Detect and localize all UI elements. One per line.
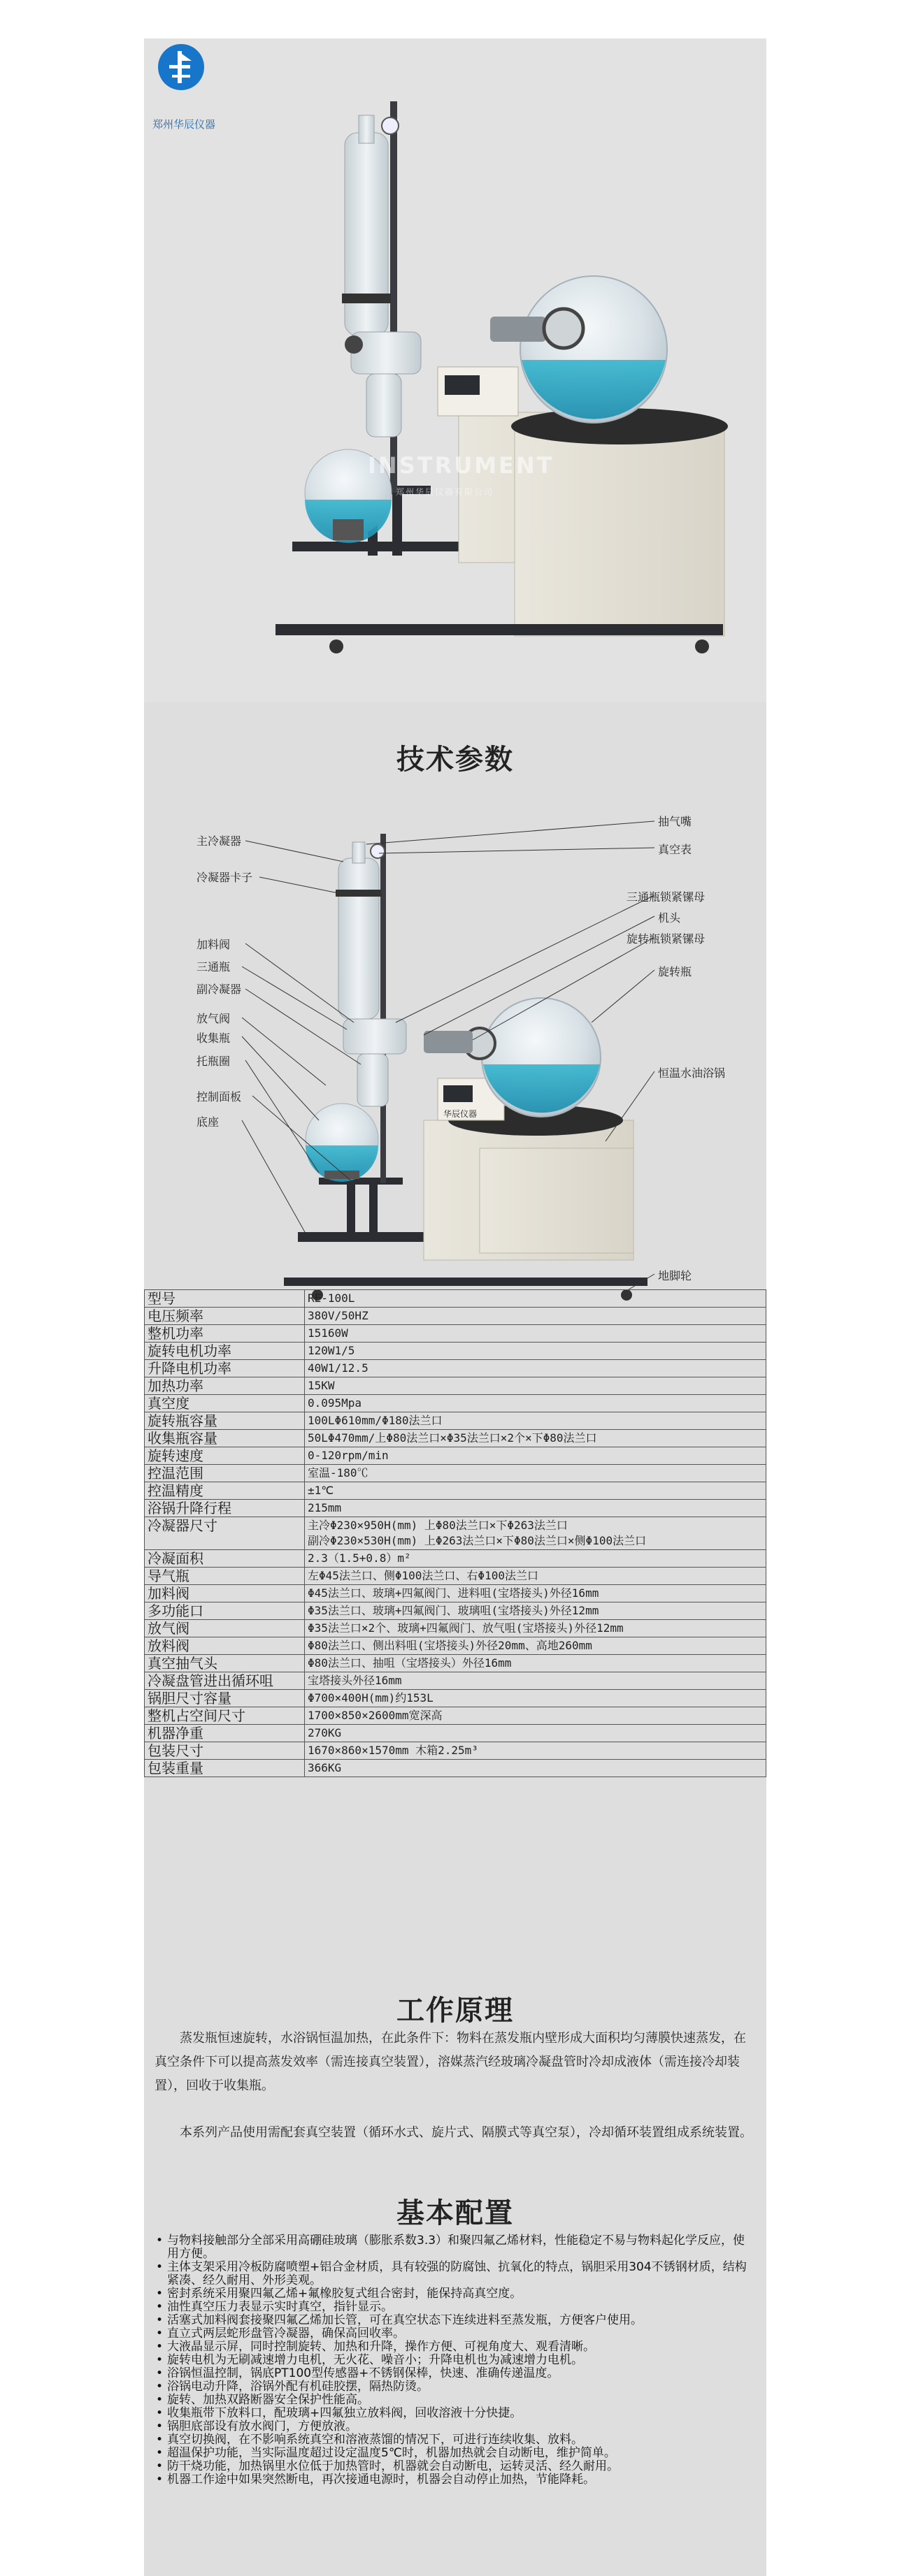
- spec-value: 380V/50HZ: [305, 1308, 766, 1325]
- spec-row: [145, 1308, 766, 1325]
- spec-row: [145, 1672, 766, 1690]
- config-list: [155, 2234, 756, 2487]
- spec-value: 1670×860×1570mm 木箱2.25m³: [305, 1742, 766, 1760]
- section-title-principle: 工作原理: [396, 1995, 514, 2027]
- spec-row: [145, 1482, 766, 1500]
- spec-key: 加热功率: [145, 1377, 305, 1395]
- spec-key: 包装尺寸: [145, 1742, 305, 1760]
- spec-key: 包装重量: [145, 1760, 305, 1777]
- spec-value: 100LΦ610mm/Φ180法兰口: [305, 1412, 766, 1430]
- spec-row: [145, 1430, 766, 1447]
- panel-brand: 华辰仪器: [443, 1109, 478, 1119]
- component-diagram: [144, 813, 766, 1323]
- label-vent-valve: 放气阀: [196, 1012, 231, 1025]
- spec-key: 冷凝面积: [145, 1550, 305, 1568]
- spec-value: Φ80法兰口、侧出料咀(宝塔接头)外径20mm、高地260mm: [305, 1637, 766, 1655]
- label-main-condenser: 主冷凝器: [196, 834, 242, 848]
- spec-key: 整机占空间尺寸: [145, 1707, 305, 1725]
- logo-text: 郑州华辰仪器: [152, 118, 216, 131]
- spec-value: Φ80法兰口、抽咀（宝塔接头）外径16mm: [305, 1655, 766, 1672]
- spec-key: 升降电机功率: [145, 1360, 305, 1377]
- config-item: • 密封系统采用聚四氟乙烯+氟橡胶复式组合密封，能保持高真空度。: [155, 2287, 756, 2301]
- spec-key: 导气瓶: [145, 1568, 305, 1585]
- spec-row: [145, 1725, 766, 1742]
- spec-row: [145, 1690, 766, 1707]
- spec-row: [145, 1568, 766, 1585]
- section-title-tech: 技术参数: [396, 744, 514, 776]
- spec-row: [145, 1412, 766, 1430]
- spec-row: [145, 1620, 766, 1637]
- spec-value: Φ700×400H(mm)约153L: [305, 1690, 766, 1707]
- spec-value: Φ35法兰口、玻璃+四氟阀门、玻璃咀(宝塔接头)外径12mm: [305, 1602, 766, 1620]
- spec-row: [145, 1655, 766, 1672]
- spec-row: [145, 1500, 766, 1517]
- spec-value: 366KG: [305, 1760, 766, 1777]
- spec-row: [145, 1742, 766, 1760]
- label-three-way-flask: 三通瓶: [196, 960, 231, 974]
- spec-row: [145, 1447, 766, 1465]
- spec-key: 真空度: [145, 1395, 305, 1412]
- label-base: 底座: [196, 1115, 220, 1129]
- spec-row: [145, 1395, 766, 1412]
- label-secondary-condenser: 副冷凝器: [196, 983, 242, 996]
- spec-key: 浴锅升降行程: [145, 1500, 305, 1517]
- spec-key: 真空抽气头: [145, 1655, 305, 1672]
- spec-value: Φ45法兰口、玻璃+四氟阀门、进料咀(宝塔接头)外径16mm: [305, 1585, 766, 1602]
- config-item: • 主体支架采用冷板防腐喷塑+铝合金材质，具有较强的防腐蚀、抗氧化的特点，锅胆采用304不锈钢材质，结构紧凑、经久耐用、外形美观。: [155, 2261, 756, 2287]
- spec-row: [145, 1602, 766, 1620]
- config-item: • 油性真空压力表显示实时真空，指针显示。: [155, 2301, 756, 2314]
- spec-value: 15KW: [305, 1377, 766, 1395]
- spec-row: [145, 1377, 766, 1395]
- config-item: • 直立式两层蛇形盘管冷凝器，确保高回收率。: [155, 2327, 756, 2340]
- spec-value: 0-120rpm/min: [305, 1447, 766, 1465]
- spec-value: 215mm: [305, 1500, 766, 1517]
- spec-row: [145, 1343, 766, 1360]
- spec-value: RE-100L: [305, 1290, 766, 1308]
- spec-row: [145, 1290, 766, 1308]
- label-vacuum-gauge: 真空表: [658, 843, 692, 856]
- spec-row: [145, 1465, 766, 1482]
- section-title-config: 基本配置: [396, 2197, 514, 2229]
- label-condenser-clamp: 冷凝器卡子: [196, 871, 253, 884]
- spec-value: 主冷Φ230×950H(mm) 上Φ80法兰口×下Φ263法兰口 副冷Φ230×530H(mm) 上Φ263法兰口×下Φ80法兰口×侧Φ100法兰口: [305, 1517, 766, 1550]
- config-item: • 防干烧功能，加热锅里水位低于加热管时，机器就会自动断电，运转灵活、经久耐用。: [155, 2460, 756, 2473]
- label-feed-valve: 加料阀: [196, 938, 231, 951]
- spec-value: ±1℃: [305, 1482, 766, 1500]
- config-item: • 机器工作途中如果突然断电，再次接通电源时，机器会自动停止加热，节能降耗。: [155, 2473, 756, 2487]
- spec-key: 旋转电机功率: [145, 1343, 305, 1360]
- spec-key: 放料阀: [145, 1637, 305, 1655]
- spec-key: 控温范围: [145, 1465, 305, 1482]
- spec-key: 收集瓶容量: [145, 1430, 305, 1447]
- spec-row: [145, 1585, 766, 1602]
- spec-value: 40W1/12.5: [305, 1360, 766, 1377]
- config-item: • 旋转、加热双路断器安全保护性能高。: [155, 2394, 756, 2407]
- spec-value: 左Φ45法兰口、侧Φ100法兰口、右Φ100法兰口: [305, 1568, 766, 1585]
- config-item: • 真空切换阀，在不影响系统真空和溶液蒸馏的情况下，可进行连续收集、放料。: [155, 2433, 756, 2447]
- config-item: • 浴锅恒温控制，锅底PT100型传感器+不锈钢保棒，快速、准确传递温度。: [155, 2367, 756, 2380]
- label-collection-flask: 收集瓶: [196, 1032, 231, 1045]
- config-item: • 旋转电机为无刷减速增力电机，无火花、噪音小；升降电机也为减速增力电机。: [155, 2354, 756, 2367]
- spec-key: 加料阀: [145, 1585, 305, 1602]
- spec-key: 多功能口: [145, 1602, 305, 1620]
- label-flask-ring: 托瓶圈: [196, 1055, 231, 1068]
- principle-paragraph-1: 蒸发瓶恒速旋转，水浴锅恒温加热，在此条件下：物料在蒸发瓶内壁形成大面积均匀薄膜快速蒸发，在真空条件下可以提高蒸发效率（需连接真空装置），溶媒蒸汽经玻璃冷凝盘管时冷却成液体（需连接冷却装置），回收于收集瓶。: [155, 2031, 746, 2093]
- label-three-way-nut: 三通瓶锁紧镙母: [627, 890, 706, 904]
- config-item: • 大液晶显示屏，同时控制旋转、加热和升降，操作方便、可视角度大、观看清晰。: [155, 2340, 756, 2354]
- spec-key: 型号: [145, 1290, 305, 1308]
- spec-value: 270KG: [305, 1725, 766, 1742]
- spec-key: 控温精度: [145, 1482, 305, 1500]
- config-item: • 浴锅电动升降，浴锅外配有机硅胶摆，隔热防烫。: [155, 2380, 756, 2394]
- spec-value: 120W1/5: [305, 1343, 766, 1360]
- config-item: • 锅胆底部设有放水阀门，方便放液。: [155, 2420, 756, 2433]
- spec-row: [145, 1325, 766, 1343]
- label-rotary-nut: 旋转瓶锁紧镙母: [627, 932, 706, 946]
- watermark: INSTRUMENT: [368, 452, 554, 479]
- label-control-panel: 控制面板: [196, 1090, 242, 1104]
- label-machine-head: 机头: [658, 911, 681, 925]
- spec-key: 锅胆尺寸容量: [145, 1690, 305, 1707]
- principle-paragraph-2: 本系列产品使用需配套真空装置（循环水式、旋片式、隔膜式等真空泵），冷却循环装置组成系统装置。: [180, 2125, 752, 2140]
- config-item: • 超温保护功能，当实际温度超过设定温度5℃时，机器加热就会自动断电，维护简单。: [155, 2447, 756, 2460]
- spec-row: [145, 1517, 766, 1550]
- spec-table: [144, 1289, 766, 1777]
- spec-value: Φ35法兰口×2个、玻璃+四氟阀门、放气咀(宝塔接头)外径12mm: [305, 1620, 766, 1637]
- spec-key: 电压频率: [145, 1308, 305, 1325]
- watermark-sub: 郑州华辰仪器有限公司: [396, 487, 494, 497]
- config-item: • 与物料接触部分全部采用高硼硅玻璃（膨胀系数3.3）和聚四氟乙烯材料，性能稳定不易与物料起化学反应，使用方便。: [155, 2234, 756, 2261]
- product-sheet: [144, 38, 766, 2576]
- spec-value: 室温-180℃: [305, 1465, 766, 1482]
- config-item: • 收集瓶带下放料口，配玻璃+四氟独立放料阀，回收溶液十分快捷。: [155, 2407, 756, 2420]
- label-rotary-flask: 旋转瓶: [658, 965, 692, 978]
- spec-key: 冷凝器尺寸: [145, 1517, 305, 1550]
- product-photo: [144, 38, 766, 702]
- spec-key: 整机功率: [145, 1325, 305, 1343]
- spec-key: 冷凝盘管进出循环咀: [145, 1672, 305, 1690]
- spec-key: 放气阀: [145, 1620, 305, 1637]
- spec-value: 15160W: [305, 1325, 766, 1343]
- label-bath: 恒温水油浴锅: [658, 1066, 726, 1080]
- label-caster: 地脚轮: [658, 1269, 692, 1282]
- spec-row: [145, 1760, 766, 1777]
- spec-row: [145, 1637, 766, 1655]
- rotary-evaporator-illustration: [144, 38, 766, 702]
- label-vacuum-nozzle: 抽气嘴: [658, 815, 692, 828]
- spec-value: 宝塔接头外径16mm: [305, 1672, 766, 1690]
- spec-value: 2.3（1.5+0.8）m²: [305, 1550, 766, 1568]
- spec-row: [145, 1707, 766, 1725]
- config-item: • 活塞式加料阀套接聚四氟乙烯加长管，可在真空状态下连续进料至蒸发瓶，方便客户使用。: [155, 2314, 756, 2327]
- spec-value: 0.095Mpa: [305, 1395, 766, 1412]
- spec-value: 50LΦ470mm/上Φ80法兰口×Φ35法兰口×2个×下Φ80法兰口: [305, 1430, 766, 1447]
- spec-key: 旋转瓶容量: [145, 1412, 305, 1430]
- spec-key: 旋转速度: [145, 1447, 305, 1465]
- spec-value: 1700×850×2600mm宽深高: [305, 1707, 766, 1725]
- spec-row: [145, 1550, 766, 1568]
- spec-row: [145, 1360, 766, 1377]
- spec-key: 机器净重: [145, 1725, 305, 1742]
